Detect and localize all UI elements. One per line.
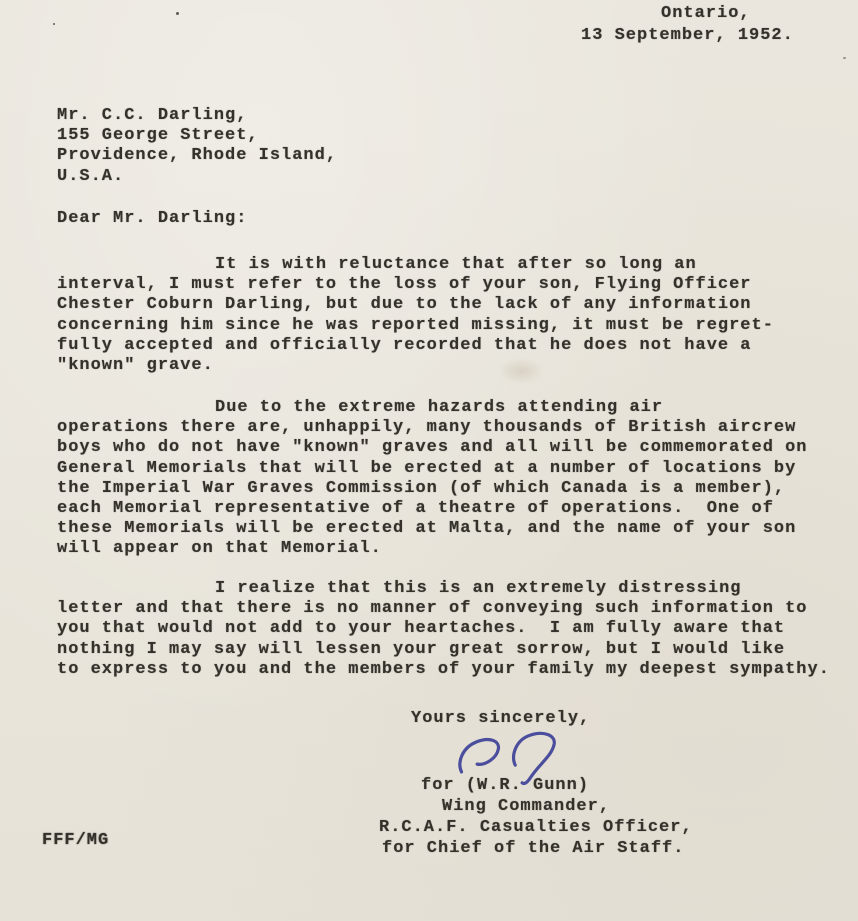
- signature-title-rank: Wing Commander,: [442, 797, 611, 816]
- closing: Yours sincerely,: [411, 709, 591, 728]
- signature-title-office: R.C.A.F. Casualties Officer,: [379, 818, 693, 837]
- paper-smudge: [498, 358, 544, 384]
- salutation: Dear Mr. Darling:: [57, 209, 248, 228]
- paper-speck: [176, 12, 179, 15]
- recipient-country: U.S.A.: [57, 166, 125, 186]
- body-paragraph-1: It is with reluctance that after so long an interval, I must refer to the loss of your son, Flying Officer Chester Coburn Darling, but due to the lack of any information concerning him since he was reported missing, it must be regret- fully accepted and officially recorded that he does not have a "known" grave.: [57, 255, 774, 376]
- body-paragraph-2: Due to the extreme hazards attending air operations there are, unhappily, many thousands of British aircrew boys who do not have "known" graves and all will be commemorated on General Memorials that will be erected at a number of locations by the Imperial War Graves Commission (of which Canada is a member), each Memorial representative of a theatre of operations. One of these Memorials will be erected at Malta, and the name of your son will appear on that Memorial.: [57, 398, 808, 559]
- paper-speck: [53, 23, 55, 25]
- place-line: Ontario,: [661, 4, 751, 23]
- date-line: 13 September, 1952.: [581, 26, 794, 45]
- recipient-address: [57, 106, 337, 187]
- recipient-name: Mr. C.C. Darling,: [57, 106, 248, 125]
- signature-title-authority: for Chief of the Air Staff.: [382, 839, 685, 858]
- recipient-street: 155 George Street,: [57, 126, 259, 146]
- body-paragraph-3: I realize that this is an extremely distressing letter and that there is no manner of conveying such information to you that would not add to your heartaches. I am fully aware that nothing I may say will lessen your great sorrow, but I would like to express to you and the members of your family my deepest sympathy.: [57, 579, 830, 679]
- typist-initials: FFF/MG: [42, 831, 110, 850]
- recipient-city: Providence, Rhode Island,: [57, 146, 338, 166]
- paper-speck: [843, 57, 846, 59]
- signature-name: for (W.R. Gunn): [421, 776, 590, 795]
